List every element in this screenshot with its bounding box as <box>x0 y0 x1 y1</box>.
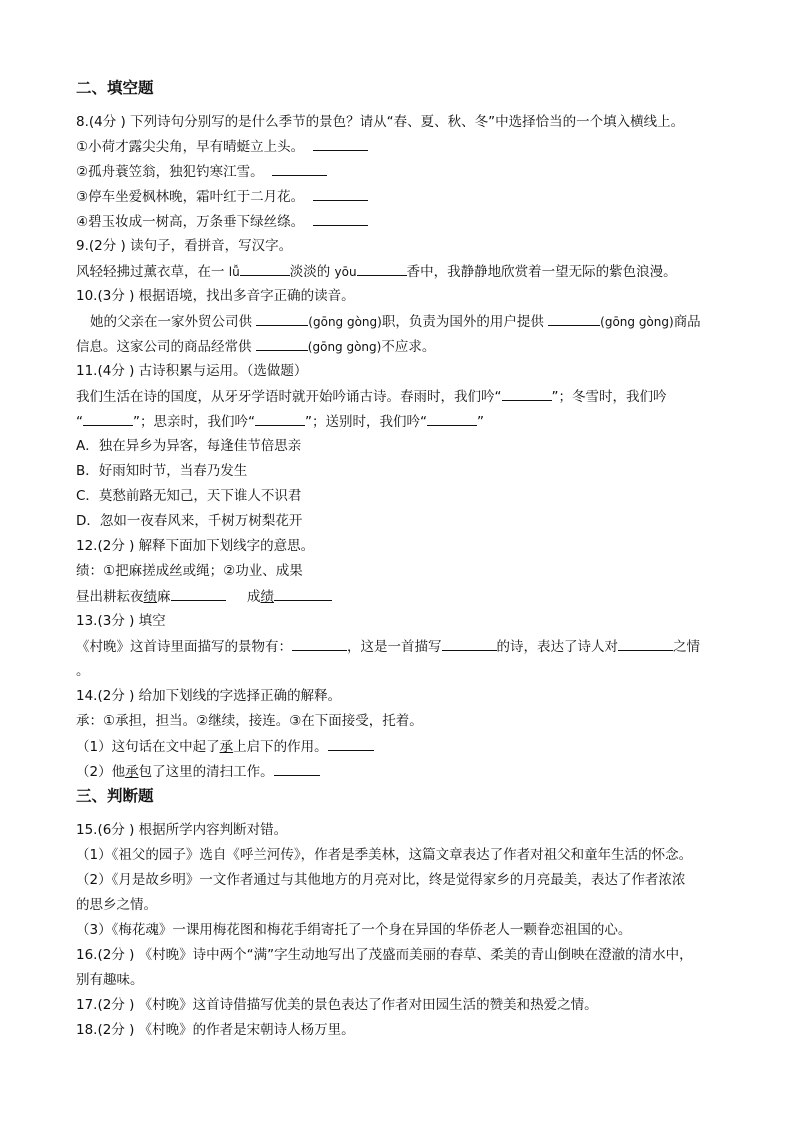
q8-line-4: ④碧玉妆成一树高，万条垂下绿丝绦。 <box>76 211 368 232</box>
section-2-title: 二、填空题 <box>76 79 154 97</box>
q14-sentence-2: （2）他承包了这里的清扫工作。 <box>76 761 320 782</box>
q8-stem: 8.(4分 ) 下列诗句分别写的是什么季节的景色？请从“春、夏、秋、冬”中选择恰当的一个填入横线上。 <box>76 114 685 130</box>
answer-blank[interactable] <box>274 761 320 776</box>
q8-line-3: ③停车坐爱枫林晚，霜叶红于二月花。 <box>76 186 368 207</box>
answer-blank[interactable] <box>171 586 226 601</box>
q11-stem: 11.(4分 ) 古诗积累与运用。（选做题） <box>76 363 308 379</box>
q12-stem: 12.(2分 ) 解释下面加下划线字的意思。 <box>76 538 315 554</box>
q14-stem: 14.(2分 ) 给加下划线的字选择正确的解释。 <box>76 688 342 704</box>
q10-line-2: 信息。这家公司的商品经常供 (gōng gòng)不应求。 <box>76 336 435 357</box>
answer-blank[interactable] <box>313 186 368 201</box>
answer-blank[interactable] <box>618 636 673 651</box>
q13-line-2: 。 <box>76 663 90 679</box>
q15-item-2-cont: 的思乡之情。 <box>76 897 157 913</box>
q10-line-1: 她的父亲在一家外贸公司供 (gōng gòng)职，负责为国外的用户提供 (gōng gòng)商品 <box>90 311 701 332</box>
q11-option-b: B．好雨知时节，当春乃发生 <box>76 463 248 479</box>
answer-blank[interactable] <box>256 311 308 326</box>
q15-item-3: （3）《梅花魂》一课用梅花图和梅花手绢寄托了一个身在异国的华侨老人一颗眷恋祖国的心。 <box>76 922 632 938</box>
q12-definition: 绩：①把麻搓成丝或绳；②功业、成果 <box>76 563 303 579</box>
q16-line-1: 16.(2分 ) 《村晚》诗中两个“满”字生动地写出了茂盛而美丽的春草、柔美的青山倒映在澄澈的清水中， <box>76 947 693 963</box>
q11-line-2: “ ”；思亲时，我们吟“ ”；送别时，我们吟“ ” <box>76 411 484 432</box>
q11-option-d: D．忽如一夜春风来，千树万树梨花开 <box>76 513 303 529</box>
section-3-title: 三、判断题 <box>76 787 154 805</box>
answer-blank[interactable] <box>274 586 332 601</box>
q13-stem: 13.(3分 ) 填空 <box>76 613 166 629</box>
answer-blank[interactable] <box>548 311 600 326</box>
q17: 17.(2分 ) 《村晚》这首诗借描写优美的景色表达了作者对田园生活的赞美和热爱之情。 <box>76 997 598 1013</box>
q15-stem: 15.(6分 ) 根据所学内容判断对错。 <box>76 822 288 838</box>
answer-blank[interactable] <box>313 211 368 226</box>
q11-option-c: C．莫愁前路无知己，天下谁人不识君 <box>76 488 302 504</box>
q14-definition: 承：①承担，担当。②继续，接连。③在下面接受，托着。 <box>76 713 423 729</box>
q11-option-a: A．独在异乡为异客，每逢佳节倍思亲 <box>76 438 302 454</box>
answer-blank[interactable] <box>357 261 407 276</box>
q13-line-1: 《村晚》这首诗里面描写的景物有： ，这是一首描写 的诗，表达了诗人对 之情 <box>76 636 700 657</box>
answer-blank[interactable] <box>240 261 290 276</box>
answer-blank[interactable] <box>442 636 497 651</box>
answer-blank[interactable] <box>313 136 368 151</box>
answer-blank[interactable] <box>328 736 374 751</box>
q9-sentence: 风轻轻拂过薰衣草，在一 lǚ 淡淡的 yōu 香中，我静静地欣赏着一望无际的紫色浪漫。 <box>76 261 677 282</box>
q10-stem: 10.(3分 ) 根据语境，找出多音字正确的读音。 <box>76 288 355 304</box>
answer-blank[interactable] <box>256 336 308 351</box>
q15-item-1: （1）《祖父的园子》选自《呼兰河传》，作者是季美林，这篇文章表达了作者对祖父和童年生活的怀念。 <box>76 847 693 863</box>
answer-blank[interactable] <box>272 161 327 176</box>
answer-blank[interactable] <box>255 411 305 426</box>
q9-stem: 9.(2分 ) 读句子，看拼音，写汉字。 <box>76 238 293 254</box>
answer-blank[interactable] <box>292 636 347 651</box>
q14-sentence-1: （1）这句话在文中起了承上启下的作用。 <box>76 736 374 757</box>
q16-line-2: 别有趣味。 <box>76 972 144 988</box>
q8-line-2: ②孤舟蓑笠翁，独犯钓寒江雪。 <box>76 161 327 182</box>
q8-line-1: ①小荷才露尖尖角，早有晴蜓立上头。 <box>76 136 368 157</box>
answer-blank[interactable] <box>427 411 477 426</box>
q18: 18.(2分 ) 《村晚》的作者是宋朝诗人杨万里。 <box>76 1022 355 1038</box>
q15-item-2: （2）《月是故乡明》一文作者通过与其他地方的月亮对比，终是觉得家乡的月亮最美，表达了作者浓浓 <box>76 872 686 888</box>
q12-words: 昼出耕耘夜绩麻 成绩 <box>76 586 332 607</box>
answer-blank[interactable] <box>83 411 133 426</box>
q11-line-1: 我们生活在诗的国度，从牙牙学语时就开始吟诵古诗。春雨时，我们吟“ ”；冬雪时，我们吟 <box>76 386 667 407</box>
answer-blank[interactable] <box>502 386 552 401</box>
